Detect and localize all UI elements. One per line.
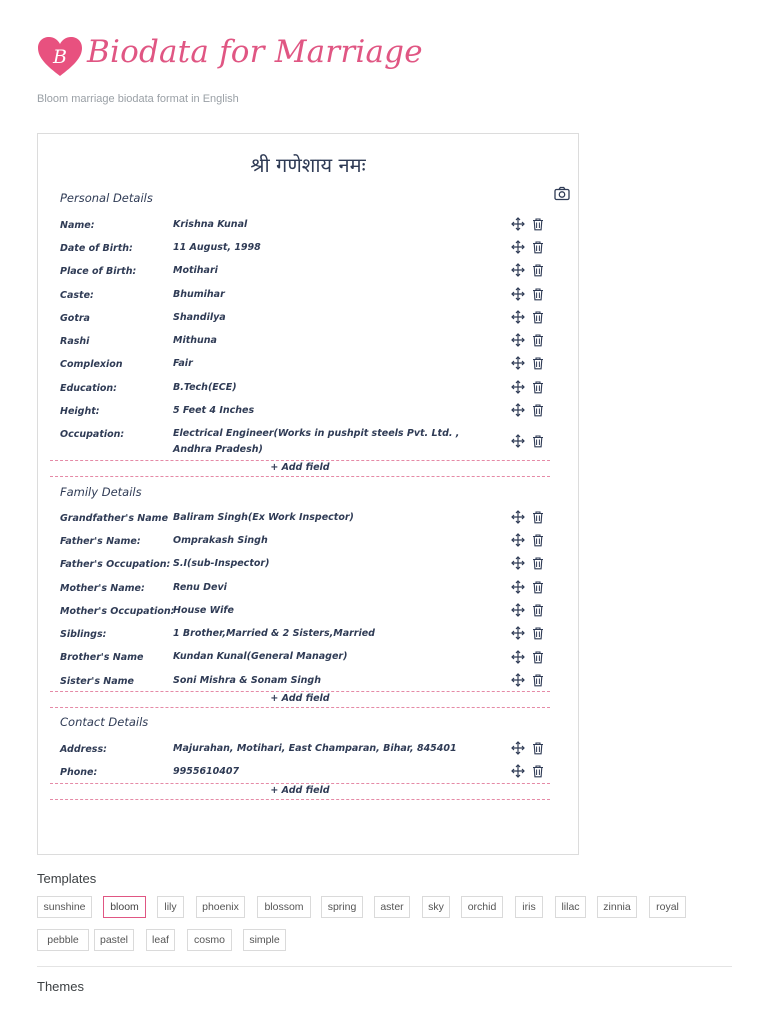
field-value[interactable]: Kundan Kunal(General Manager) [173,651,348,662]
add-field-button[interactable]: + Add field [50,460,550,477]
move-icon[interactable] [511,650,525,664]
field-label[interactable]: Address: [60,744,107,755]
trash-icon[interactable] [531,333,545,347]
field-value[interactable]: B.Tech(ECE) [173,382,237,393]
field-label[interactable]: Brother's Name [60,652,144,663]
field-label[interactable]: Rashi [60,336,90,347]
move-icon[interactable] [511,764,525,778]
field-label[interactable]: Complexion [60,359,123,370]
template-chip-iris[interactable]: iris [515,896,543,918]
trash-icon[interactable] [531,556,545,570]
move-icon[interactable] [511,287,525,301]
move-icon[interactable] [511,240,525,254]
move-icon[interactable] [511,580,525,594]
field-label[interactable]: Father's Name: [60,536,141,547]
page-subtitle: Bloom marriage biodata format in English [37,93,239,105]
trash-icon[interactable] [531,403,545,417]
field-label[interactable]: Sister's Name [60,676,134,687]
trash-icon[interactable] [531,287,545,301]
trash-icon[interactable] [531,310,545,324]
trash-icon[interactable] [531,240,545,254]
trash-icon[interactable] [531,434,545,448]
trash-icon[interactable] [531,603,545,617]
trash-icon[interactable] [531,263,545,277]
trash-icon[interactable] [531,533,545,547]
field-label[interactable]: Siblings: [60,629,107,640]
template-chip-lily[interactable]: lily [157,896,184,918]
themes-heading: Themes [37,979,84,994]
trash-icon[interactable] [531,626,545,640]
field-label[interactable]: Occupation: [60,429,125,440]
field-label[interactable]: Caste: [60,290,94,301]
app-title: Biodata for Marriage [87,34,423,70]
field-value[interactable]: Omprakash Singh [173,535,268,546]
field-value[interactable]: S.I(sub-Inspector) [173,558,270,569]
template-chip-aster[interactable]: aster [374,896,410,918]
field-value[interactable]: Bhumihar [173,289,225,300]
template-chip-sky[interactable]: sky [422,896,450,918]
move-icon[interactable] [511,626,525,640]
move-icon[interactable] [511,403,525,417]
field-value[interactable]: Fair [173,358,193,369]
section-title: Contact Details [60,715,149,729]
template-chip-spring[interactable]: spring [321,896,363,918]
field-value[interactable]: Krishna Kunal [173,219,248,230]
field-value[interactable]: 9955610407 [173,766,240,777]
template-chip-sunshine[interactable]: sunshine [37,896,92,918]
field-value[interactable]: 5 Feet 4 Inches [173,405,255,416]
field-value[interactable]: Motihari [173,265,218,276]
field-label[interactable]: Gotra [60,313,90,324]
add-field-button[interactable]: + Add field [50,783,550,800]
move-icon[interactable] [511,263,525,277]
move-icon[interactable] [511,333,525,347]
move-icon[interactable] [511,434,525,448]
field-label[interactable]: Phone: [60,767,98,778]
field-label[interactable]: Place of Birth: [60,266,137,277]
template-chip-pastel[interactable]: pastel [94,929,134,951]
field-value[interactable]: Mithuna [173,335,217,346]
field-label[interactable]: Mother's Name: [60,583,145,594]
templates-heading: Templates [37,871,97,886]
field-value[interactable]: Electrical Engineer(Works in pushpit steels Pvt. Ltd. , Andhra Pradesh) [173,428,460,455]
move-icon[interactable] [511,603,525,617]
template-chip-simple[interactable]: simple [243,929,286,951]
field-value[interactable]: 11 August, 1998 [173,242,261,253]
move-icon[interactable] [511,741,525,755]
field-value[interactable]: Shandilya [173,312,226,323]
trash-icon[interactable] [531,356,545,370]
svg-text:B: B [53,46,67,68]
biodata-card [37,133,579,855]
move-icon[interactable] [511,556,525,570]
move-icon[interactable] [511,533,525,547]
field-label[interactable]: Date of Birth: [60,243,133,254]
trash-icon[interactable] [531,217,545,231]
template-chip-royal[interactable]: royal [649,896,686,918]
trash-icon[interactable] [531,673,545,687]
template-chip-orchid[interactable]: orchid [461,896,503,918]
field-label[interactable]: Father's Occupation: [60,559,171,570]
trash-icon[interactable] [531,741,545,755]
move-icon[interactable] [511,310,525,324]
move-icon[interactable] [511,217,525,231]
field-value[interactable]: Baliram Singh(Ex Work Inspector) [173,512,354,523]
invocation-heading: श्री गणेशाय नमः [250,153,366,177]
trash-icon[interactable] [531,380,545,394]
field-label[interactable]: Grandfather's Name [60,513,169,524]
section-title: Personal Details [60,191,153,205]
template-chip-blossom[interactable]: blossom [257,896,311,918]
field-value[interactable]: House Wife [173,605,234,616]
template-chip-bloom[interactable]: bloom [103,896,146,918]
field-value[interactable]: 1 Brother,Married & 2 Sisters,Married [173,628,375,639]
field-label[interactable]: Education: [60,383,117,394]
camera-icon[interactable] [554,186,570,201]
field-label[interactable]: Name: [60,220,95,231]
template-chip-leaf[interactable]: leaf [146,929,175,951]
trash-icon[interactable] [531,650,545,664]
field-value[interactable]: Renu Devi [173,582,227,593]
template-chip-cosmo[interactable]: cosmo [187,929,232,951]
move-icon[interactable] [511,380,525,394]
move-icon[interactable] [511,510,525,524]
section-title: Family Details [60,485,142,499]
field-value[interactable]: Soni Mishra & Sonam Singh [173,675,321,686]
heart-logo-icon [37,36,83,78]
trash-icon[interactable] [531,580,545,594]
template-chip-lilac[interactable]: lilac [555,896,586,918]
field-label[interactable]: Mother's Occupation: [60,606,175,617]
trash-icon[interactable] [531,510,545,524]
template-chip-pebble[interactable]: pebble [37,929,89,951]
field-label[interactable]: Height: [60,406,100,417]
divider [37,966,732,967]
field-value[interactable]: Majurahan, Motihari, East Champaran, Bihar, 845401 [173,743,457,754]
add-field-button[interactable]: + Add field [50,691,550,708]
move-icon[interactable] [511,673,525,687]
move-icon[interactable] [511,356,525,370]
template-chip-phoenix[interactable]: phoenix [196,896,245,918]
trash-icon[interactable] [531,764,545,778]
template-chip-zinnia[interactable]: zinnia [597,896,637,918]
